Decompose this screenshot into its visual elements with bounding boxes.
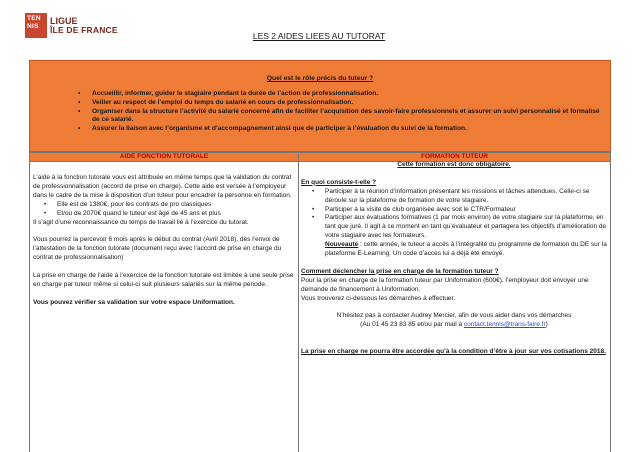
table-right-border: [610, 152, 611, 452]
column-divider: [298, 152, 299, 452]
page-title: LES 2 AIDES LIEES AU TUTORAT: [252, 31, 386, 41]
table-left-border: [29, 152, 30, 452]
contact-details: [301, 321, 607, 330]
logo-mark-line-1: TEN: [27, 15, 41, 22]
training-steps-note: Vous trouverez ci-dessous les démarches à effectuer.: [301, 294, 456, 302]
training-mandatory: Cette formation est donc obligatoire.: [397, 161, 511, 168]
role-item: • Assurer la liaison avec l’organisme et d’accompagnement ainsi que de participer à l’évaluation du suivi de la formation.: [92, 125, 602, 134]
training-step: • Participer à la visite de club organisée avec soit le CTR/Formateur: [301, 206, 607, 215]
logo-mark-line-2: NIS: [27, 22, 39, 30]
training-condition: La prise en charge ne pourra être accordée qu’à la condition d’être à jour sur vos cotisations 2018.: [301, 347, 606, 355]
logo-line-1: LIGUE: [50, 15, 78, 26]
left-column-header: AIDE FONCTION TUTORALE: [30, 152, 298, 161]
aid-amount-classic: • Elle est de 1380€, pour les contrats de pro classiques: [33, 201, 295, 210]
contact-close: ): [545, 321, 548, 329]
role-list: [30, 90, 610, 134]
training-what-heading: En quoi consiste-t-elle ?: [301, 178, 377, 186]
aid-amount-45plus: • Et/ou de 2070€ quand le tuteur est âgé de 45 ans et plus: [33, 210, 295, 219]
tutoring-aid-column: [33, 174, 295, 308]
aid-verify: Vous pouvez vérifier sa validation sur votre espace Uniformation.: [33, 298, 235, 306]
training-funding-text: Pour la prise en charge de la formation tuteur par Uniformation (600€), l’employeur doit envoyer une demande de financement à Uniformation.: [301, 276, 589, 293]
tutor-role-box: [29, 60, 611, 152]
role-question: Quel est le rôle précis du tuteur ?: [266, 75, 374, 82]
role-item: • Organiser dans la structure l’activité du salarié concerné afin de faciliter l’acquisition des savoir-faire professionnels et assurer un suivi personnalisé et formalisé de ce salarié.: [92, 108, 602, 126]
table-top-border: [29, 152, 611, 153]
contact-email-link[interactable]: contact.tennis@trans-faire.fr: [463, 321, 546, 329]
aid-intro: L’aide à la fonction tutorale vous est attribuée en même temps que la validation du contrat de professionnalisation (accord de prise en charge). Cette aide est versée à l’employeur dans le cadre de la mise à disposition d’un tuteur pour encadrer la personne en formation.: [33, 174, 292, 199]
right-column-header: FORMATION TUTEUR: [299, 152, 610, 161]
training-funding-heading: Comment déclencher la prise en charge de la formation tuteur ?: [301, 267, 499, 275]
aid-timing: Vous pourrez la percevoir 6 mois après le début du contrat (Avril 2018), dès l’envoi de l’attestation de la fonction tutorale (document reçu avec l’accord de prise en charge du contrat de professionnalisation): [33, 236, 282, 262]
news-text: : cette année, le tuteur a accès à l’intégralité du programme de formation du DE sur la plateforme E-Learning. Un code d’accès lui a déjà été envoyé.: [325, 241, 607, 258]
tutor-training-column: [301, 161, 607, 357]
contact-phone: (Au 01 45 23 83 85 et/ou par mail à: [360, 321, 464, 329]
role-item: • Veiller au respect de l’emploi du temps du salarié en cours de professionnalisation.: [92, 99, 602, 108]
logo-line-2: ÎLE DE FRANCE: [50, 24, 118, 35]
role-item: • Accueillir, informer, guider le stagiaire pendant la durée de l’action de professionnalisation.: [92, 90, 602, 99]
training-step: • Participer aux évaluations formatives (1 par mois environ) de votre stagiaire sur la plateforme, en tant que juré. Il agit à ce moment en tant qu’évaluateur et partagera les objectifs d’amélioration de votre stagiaire avec les formateurs.: [301, 214, 607, 241]
aid-limit: La prise en charge de l’aide à l’exercice de la fonction tutorale est limitée à une seule prise en charge par tuteur même si celui-ci suit plusieurs salariés sur la même période.: [33, 271, 294, 288]
news-label: Nouveauté: [325, 241, 359, 249]
training-step: • Participer à la réunion d’information présentant les missions et tâches attendues. Celle-ci se déroule sur la plateforme de formation de votre stagiaire.: [301, 188, 607, 206]
contact-line: N’hésitez pas à contacter Audrey Mercier, afin de vous aider dans vos démarches: [336, 312, 572, 320]
aid-recognition: Il s’agit d’une reconnaissance du temps de travail lié à l’exercice du tutorat.: [33, 218, 249, 226]
training-news: [301, 241, 607, 259]
